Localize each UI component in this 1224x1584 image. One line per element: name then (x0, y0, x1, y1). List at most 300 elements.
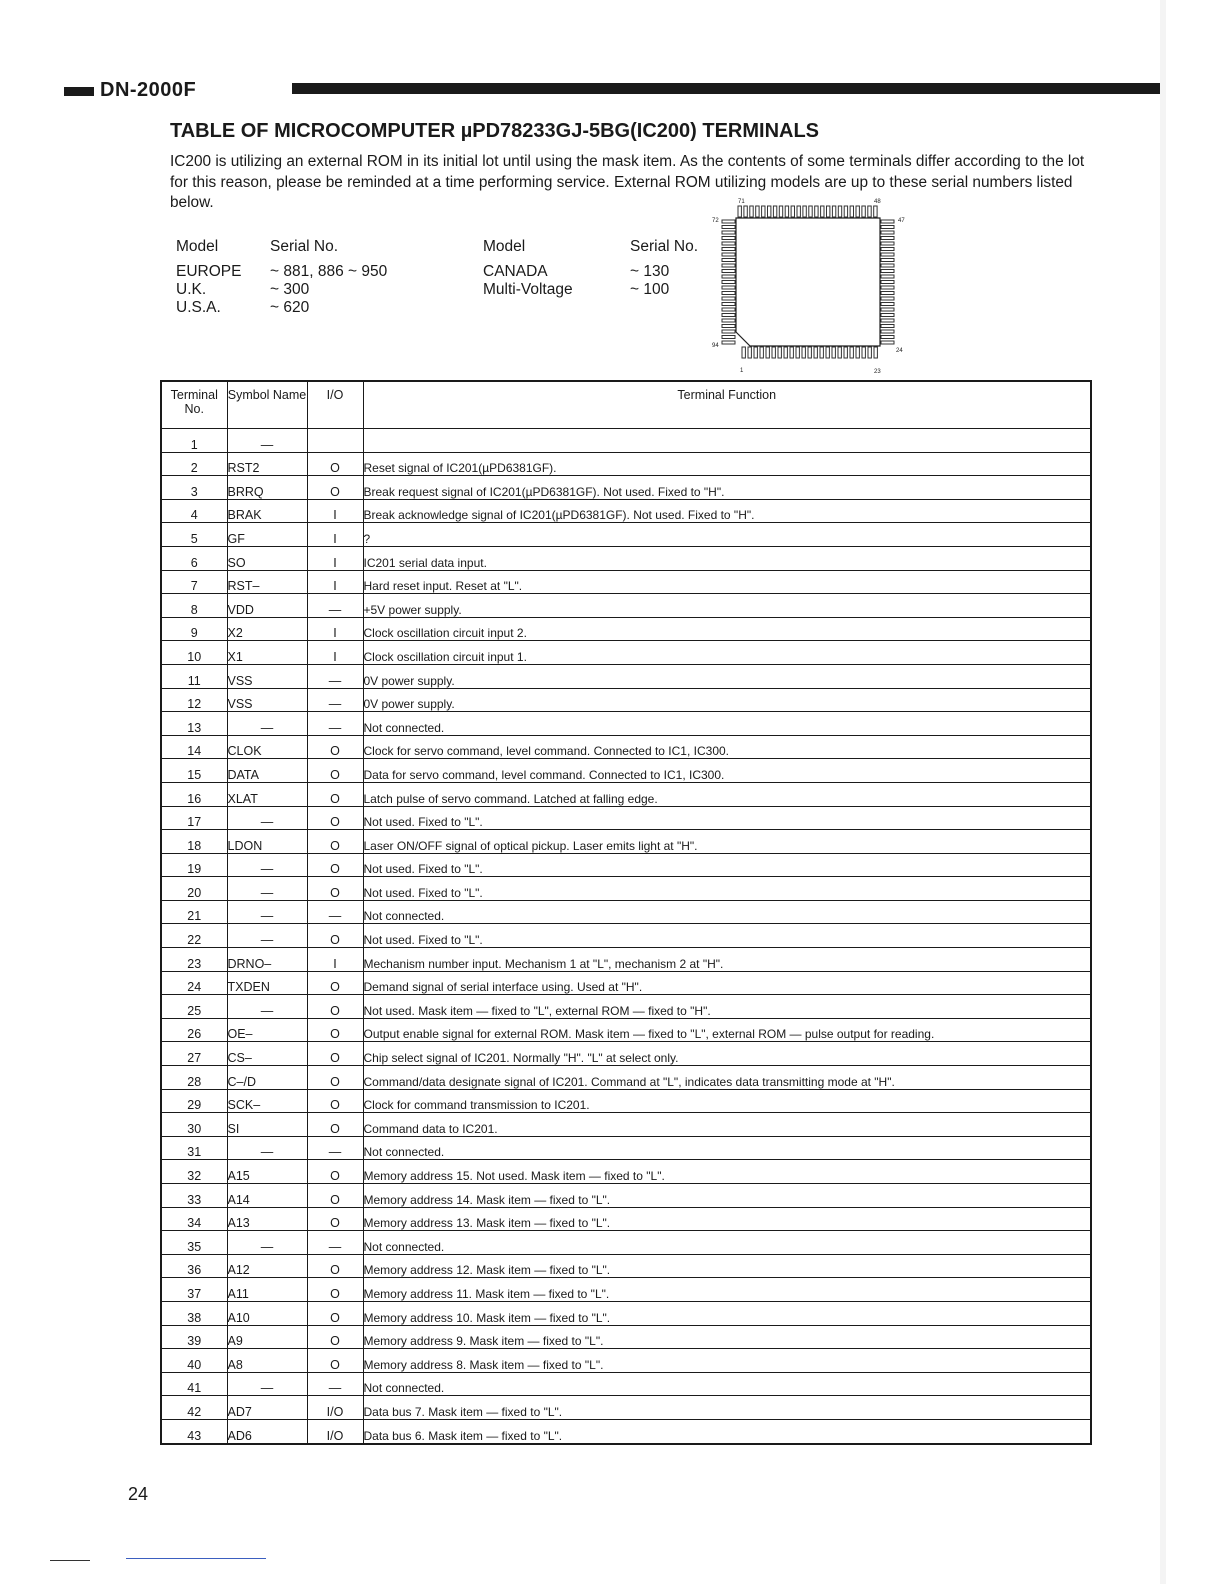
chip-pin (722, 237, 735, 240)
chip-pin (779, 206, 782, 217)
cell-terminal-no: 42 (161, 1396, 227, 1420)
pin-label: 48 (874, 199, 881, 205)
chip-pin (838, 206, 841, 217)
cell-terminal-no: 39 (161, 1325, 227, 1349)
cell-io: — (307, 688, 363, 712)
cell-terminal-no: 25 (161, 995, 227, 1019)
chip-pin (756, 206, 759, 217)
chip-pin (748, 347, 751, 358)
cell-terminal-function: Memory address 12. Mask item — fixed to "L". (363, 1254, 1091, 1278)
chip-pin (826, 347, 829, 358)
cell-terminal-no: 35 (161, 1231, 227, 1255)
chip-pin (722, 270, 735, 273)
cell-terminal-no: 31 (161, 1136, 227, 1160)
cell-symbol-name: A9 (227, 1325, 307, 1349)
chip-pin (750, 206, 753, 217)
chip-pin (827, 206, 830, 217)
chip-pin (844, 347, 847, 358)
cell-terminal-no: 33 (161, 1184, 227, 1208)
chip-pin (797, 206, 800, 217)
cell-symbol-name: LDON (227, 830, 307, 854)
cell-symbol-name: A15 (227, 1160, 307, 1184)
cell-terminal-function: Not connected. (363, 712, 1091, 736)
table-row (161, 688, 1091, 712)
table-row (161, 1018, 1091, 1042)
chip-pin (722, 281, 735, 284)
cell-terminal-function: Not used. Fixed to "L". (363, 877, 1091, 901)
cell-io: O (307, 782, 363, 806)
cell-io: O (307, 924, 363, 948)
table-row (161, 452, 1091, 476)
chip-pin (856, 347, 859, 358)
chip-pin (760, 347, 763, 358)
header-rule (292, 83, 1160, 94)
cell-terminal-function: Data for servo command, level command. Connected to IC1, IC300. (363, 759, 1091, 783)
cell-io: O (307, 1042, 363, 1066)
cell-terminal-no: 20 (161, 877, 227, 901)
chip-pin (881, 281, 894, 284)
chip-pin (881, 253, 894, 256)
cell-symbol-name: — (227, 1136, 307, 1160)
pin-label: 23 (874, 369, 881, 375)
cell-terminal-function: Memory address 13. Mask item — fixed to "L". (363, 1207, 1091, 1231)
serial-column-left (270, 238, 387, 317)
table-row (161, 476, 1091, 500)
table-row (161, 429, 1091, 453)
cell-io: I (307, 617, 363, 641)
chip-pin (791, 206, 794, 217)
cell-terminal-function: Memory address 10. Mask item — fixed to "L". (363, 1301, 1091, 1325)
table-row (161, 499, 1091, 523)
cell-io: O (307, 759, 363, 783)
cell-io: O (307, 1089, 363, 1113)
cell-terminal-no: 7 (161, 570, 227, 594)
chip-pin (881, 297, 894, 300)
cell-terminal-function: Hard reset input. Reset at "L". (363, 570, 1091, 594)
cell-terminal-function: Chip select signal of IC201. Normally "H". "L" at select only. (363, 1042, 1091, 1066)
chip-pin (881, 286, 894, 289)
cell-symbol-name: BRRQ (227, 476, 307, 500)
page-title: TABLE OF MICROCOMPUTER µPD78233GJ-5BG(IC200) TERMINALS (170, 120, 820, 142)
cell-io: I/O (307, 1419, 363, 1443)
cell-io: O (307, 1018, 363, 1042)
cell-terminal-function: Not used. Mask item — fixed to "L", external ROM — fixed to "H". (363, 995, 1091, 1019)
serial-range: ~ 881, 886 ~ 950 (270, 263, 388, 280)
cell-io: O (307, 853, 363, 877)
cell-io: O (307, 830, 363, 854)
cell-symbol-name: — (227, 806, 307, 830)
cell-terminal-no: 30 (161, 1113, 227, 1137)
cell-symbol-name: — (227, 995, 307, 1019)
header-model: DN-2000F (100, 79, 204, 101)
terminal-table (160, 380, 1092, 1445)
cell-io: O (307, 476, 363, 500)
chip-pin (722, 330, 735, 333)
cell-io: O (307, 806, 363, 830)
chip-pin (722, 336, 735, 339)
model-column-right (483, 238, 573, 299)
cell-symbol-name: A11 (227, 1278, 307, 1302)
chip-pin (881, 319, 894, 322)
table-row (161, 900, 1091, 924)
header-terminal-no: Terminal No. (161, 381, 227, 429)
model-column-left (176, 238, 241, 317)
cell-symbol-name: GF (227, 523, 307, 547)
chip-pin (742, 347, 745, 358)
footer-rule (126, 1558, 266, 1559)
cell-io: I (307, 499, 363, 523)
intro-paragraph: IC200 is utilizing an external ROM in its initial lot until using the mask item. As the contents of some terminals differ according to the lot for this reason, please be reminded at a time performing service. External ROM utilizing models are up to these serial numbers listed below. (170, 153, 1085, 211)
cell-terminal-no: 2 (161, 452, 227, 476)
cell-terminal-function: Command/data designate signal of IC201. Command at "L", indicates data transmitting mode at "H". (363, 1066, 1091, 1090)
header-io: I/O (307, 381, 363, 429)
cell-io: — (307, 712, 363, 736)
cell-terminal-no: 3 (161, 476, 227, 500)
chip-pin (874, 347, 877, 358)
chip-pin (881, 259, 894, 262)
cell-symbol-name: SCK– (227, 1089, 307, 1113)
chip-pin (803, 206, 806, 217)
cell-io (307, 429, 363, 453)
chip-pin (868, 347, 871, 358)
cell-terminal-no: 36 (161, 1254, 227, 1278)
chip-pin (785, 206, 788, 217)
chip-pin (881, 292, 894, 295)
table-row (161, 806, 1091, 830)
chip-pin (821, 206, 824, 217)
table-row (161, 1301, 1091, 1325)
cell-symbol-name: AD7 (227, 1396, 307, 1420)
cell-symbol-name: CLOK (227, 735, 307, 759)
cell-terminal-function: Not connected. (363, 900, 1091, 924)
chip-pin (881, 308, 894, 311)
cell-io: O (307, 1301, 363, 1325)
cell-terminal-no: 15 (161, 759, 227, 783)
table-row (161, 1254, 1091, 1278)
cell-terminal-function: 0V power supply. (363, 664, 1091, 688)
chip-pin (808, 347, 811, 358)
header-symbol-name: Symbol Name (227, 381, 307, 429)
cell-io: — (307, 1231, 363, 1255)
cell-io: O (307, 735, 363, 759)
cell-io: I/O (307, 1396, 363, 1420)
cell-terminal-function: Memory address 11. Mask item — fixed to "L". (363, 1278, 1091, 1302)
chip-pin (881, 314, 894, 317)
chip-pin (790, 347, 793, 358)
cell-io: — (307, 900, 363, 924)
cell-io: — (307, 594, 363, 618)
cell-symbol-name: — (227, 712, 307, 736)
table-row (161, 1278, 1091, 1302)
model-name: Multi-Voltage (483, 281, 573, 298)
header-lead-block (64, 87, 94, 96)
chip-pin (722, 226, 735, 229)
cell-terminal-function: Reset signal of IC201(µPD6381GF). (363, 452, 1091, 476)
cell-symbol-name: C–/D (227, 1066, 307, 1090)
chip-pin (814, 347, 817, 358)
table-row (161, 1136, 1091, 1160)
cell-terminal-no: 32 (161, 1160, 227, 1184)
cell-terminal-no: 18 (161, 830, 227, 854)
footer-mark (50, 1560, 90, 1565)
cell-symbol-name: DRNO– (227, 948, 307, 972)
cell-terminal-no: 1 (161, 429, 227, 453)
cell-terminal-function (363, 429, 1091, 453)
table-row (161, 853, 1091, 877)
chip-pin (722, 308, 735, 311)
terminal-table-wrap (160, 380, 1092, 1445)
model-name: EUROPE (176, 263, 242, 280)
cell-io: O (307, 1160, 363, 1184)
chip-pin (844, 206, 847, 217)
chip-pin (738, 206, 741, 217)
cell-terminal-function: Not used. Fixed to "L". (363, 853, 1091, 877)
cell-io: O (307, 1349, 363, 1373)
cell-io: I (307, 570, 363, 594)
cell-io: I (307, 948, 363, 972)
table-row (161, 877, 1091, 901)
serial-range: ~ 620 (270, 299, 310, 316)
cell-terminal-no: 24 (161, 971, 227, 995)
table-row (161, 712, 1091, 736)
chip-pin (772, 347, 775, 358)
cell-terminal-function: ? (363, 523, 1091, 547)
chip-pin (722, 220, 735, 223)
cell-terminal-no: 16 (161, 782, 227, 806)
table-row (161, 1042, 1091, 1066)
cell-terminal-function: +5V power supply. (363, 594, 1091, 618)
cell-terminal-no: 10 (161, 641, 227, 665)
chip-pin (862, 206, 865, 217)
chip-pin (881, 325, 894, 328)
chip-pin (762, 206, 765, 217)
cell-io: O (307, 1207, 363, 1231)
chip-pin (784, 347, 787, 358)
chip-pin (773, 206, 776, 217)
chip-pin (766, 347, 769, 358)
cell-terminal-function: Clock oscillation circuit input 1. (363, 641, 1091, 665)
cell-terminal-no: 8 (161, 594, 227, 618)
cell-io: — (307, 1136, 363, 1160)
cell-symbol-name: — (227, 877, 307, 901)
cell-terminal-no: 19 (161, 853, 227, 877)
cell-terminal-no: 27 (161, 1042, 227, 1066)
cell-terminal-no: 17 (161, 806, 227, 830)
chip-pin (820, 347, 823, 358)
cell-symbol-name: RST– (227, 570, 307, 594)
chip-package-diagram (710, 196, 910, 376)
cell-terminal-function: Laser ON/OFF signal of optical pickup. Laser emits light at "H". (363, 830, 1091, 854)
cell-symbol-name: OE– (227, 1018, 307, 1042)
chip-pin (881, 226, 894, 229)
cell-io: O (307, 995, 363, 1019)
cell-terminal-function: Command data to IC201. (363, 1113, 1091, 1137)
chip-pin (881, 248, 894, 251)
table-row (161, 1419, 1091, 1443)
chip-pin (722, 292, 735, 295)
chip-pin (881, 242, 894, 245)
cell-terminal-function: Memory address 15. Not used. Mask item — fixed to "L". (363, 1160, 1091, 1184)
cell-io: O (307, 971, 363, 995)
chip-pin (862, 347, 865, 358)
table-row (161, 830, 1091, 854)
cell-symbol-name: A12 (227, 1254, 307, 1278)
pin-label: 1 (740, 368, 744, 374)
serial-range: ~ 130 (630, 263, 670, 280)
cell-symbol-name: TXDEN (227, 971, 307, 995)
table-row (161, 971, 1091, 995)
table-row (161, 1207, 1091, 1231)
chip-pin (881, 275, 894, 278)
chip-pin (881, 330, 894, 333)
cell-symbol-name: X1 (227, 641, 307, 665)
table-row (161, 1349, 1091, 1373)
cell-io: O (307, 1325, 363, 1349)
chip-pin (874, 206, 877, 217)
cell-terminal-no: 26 (161, 1018, 227, 1042)
chip-pin (722, 325, 735, 328)
chip-pin (722, 286, 735, 289)
model-label: Model (483, 238, 526, 255)
cell-io: O (307, 1184, 363, 1208)
chip-pin (802, 347, 805, 358)
table-row (161, 1066, 1091, 1090)
serial-label: Serial No. (630, 238, 699, 255)
chip-pin (722, 297, 735, 300)
cell-io: O (307, 1066, 363, 1090)
chip-pin (881, 336, 894, 339)
chip-pin (850, 347, 853, 358)
cell-terminal-function: Data bus 7. Mask item — fixed to "L". (363, 1396, 1091, 1420)
cell-terminal-no: 11 (161, 664, 227, 688)
serial-column-right (630, 238, 698, 299)
cell-symbol-name: SO (227, 546, 307, 570)
table-row (161, 594, 1091, 618)
chip-pin (722, 253, 735, 256)
cell-terminal-function: Break acknowledge signal of IC201(µPD6381GF). Not used. Fixed to "H". (363, 499, 1091, 523)
cell-symbol-name: VDD (227, 594, 307, 618)
cell-symbol-name: XLAT (227, 782, 307, 806)
cell-io: I (307, 546, 363, 570)
cell-symbol-name: A10 (227, 1301, 307, 1325)
chip-pin (815, 206, 818, 217)
table-row (161, 759, 1091, 783)
model-label: Model (176, 238, 219, 255)
cell-symbol-name: A14 (227, 1184, 307, 1208)
cell-terminal-no: 37 (161, 1278, 227, 1302)
table-row (161, 1089, 1091, 1113)
table-header-row (161, 381, 1091, 429)
chip-pin (881, 270, 894, 273)
table-row (161, 664, 1091, 688)
pin-label: 94 (712, 343, 719, 349)
cell-io: — (307, 1372, 363, 1396)
pin-label: 71 (738, 199, 745, 205)
cell-terminal-function: IC201 serial data input. (363, 546, 1091, 570)
header-terminal-function: Terminal Function (363, 381, 1091, 429)
table-row (161, 1231, 1091, 1255)
cell-terminal-function: Memory address 14. Mask item — fixed to "L". (363, 1184, 1091, 1208)
cell-io: — (307, 664, 363, 688)
chip-body (736, 218, 880, 346)
cell-symbol-name: AD6 (227, 1419, 307, 1443)
chip-pin (881, 220, 894, 223)
chip-pin (778, 347, 781, 358)
chip-pin (832, 347, 835, 358)
cell-terminal-no: 14 (161, 735, 227, 759)
cell-terminal-function: Mechanism number input. Mechanism 1 at "L", mechanism 2 at "H". (363, 948, 1091, 972)
cell-terminal-function: Not connected. (363, 1372, 1091, 1396)
serial-range: ~ 100 (630, 281, 670, 298)
cell-terminal-no: 4 (161, 499, 227, 523)
pin-label: 72 (712, 218, 719, 224)
cell-terminal-function: 0V power supply. (363, 688, 1091, 712)
cell-terminal-function: Memory address 9. Mask item — fixed to "L". (363, 1325, 1091, 1349)
cell-symbol-name: CS– (227, 1042, 307, 1066)
cell-terminal-function: Not connected. (363, 1136, 1091, 1160)
table-row (161, 948, 1091, 972)
cell-symbol-name: A8 (227, 1349, 307, 1373)
page-number: 24 (128, 1484, 149, 1504)
table-row (161, 1184, 1091, 1208)
cell-terminal-function: Latch pulse of servo command. Latched at falling edge. (363, 782, 1091, 806)
table-row (161, 1372, 1091, 1396)
cell-io: O (307, 1278, 363, 1302)
table-row (161, 735, 1091, 759)
pin-label: 47 (898, 218, 905, 224)
chip-pin (881, 341, 894, 344)
chip-pin (832, 206, 835, 217)
cell-terminal-no: 41 (161, 1372, 227, 1396)
serial-range: ~ 300 (270, 281, 310, 298)
chip-pin (722, 231, 735, 234)
cell-io: I (307, 641, 363, 665)
chip-pin (868, 206, 871, 217)
serial-label: Serial No. (270, 238, 339, 255)
cell-io: O (307, 1113, 363, 1137)
chip-pin (850, 206, 853, 217)
cell-terminal-function: Data bus 6. Mask item — fixed to "L". (363, 1419, 1091, 1443)
cell-terminal-no: 40 (161, 1349, 227, 1373)
cell-terminal-no: 22 (161, 924, 227, 948)
table-row (161, 995, 1091, 1019)
chip-pin (722, 303, 735, 306)
chip-pin (838, 347, 841, 358)
chip-pin (722, 259, 735, 262)
table-row (161, 570, 1091, 594)
cell-terminal-function: Not connected. (363, 1231, 1091, 1255)
cell-terminal-function: Clock for command transmission to IC201. (363, 1089, 1091, 1113)
cell-terminal-no: 6 (161, 546, 227, 570)
page-edge (1160, 0, 1166, 1584)
chip-pin (881, 237, 894, 240)
cell-terminal-no: 21 (161, 900, 227, 924)
cell-terminal-no: 9 (161, 617, 227, 641)
cell-symbol-name: — (227, 1231, 307, 1255)
cell-symbol-name: — (227, 900, 307, 924)
cell-terminal-function: Clock oscillation circuit input 2. (363, 617, 1091, 641)
chip-pin (881, 303, 894, 306)
cell-symbol-name: VSS (227, 688, 307, 712)
page-header (64, 80, 1160, 100)
table-body (161, 429, 1091, 1444)
cell-terminal-function: Not used. Fixed to "L". (363, 806, 1091, 830)
cell-terminal-no: 28 (161, 1066, 227, 1090)
cell-symbol-name: — (227, 1372, 307, 1396)
table-row (161, 782, 1091, 806)
model-name: U.S.A. (176, 299, 221, 316)
cell-terminal-no: 29 (161, 1089, 227, 1113)
